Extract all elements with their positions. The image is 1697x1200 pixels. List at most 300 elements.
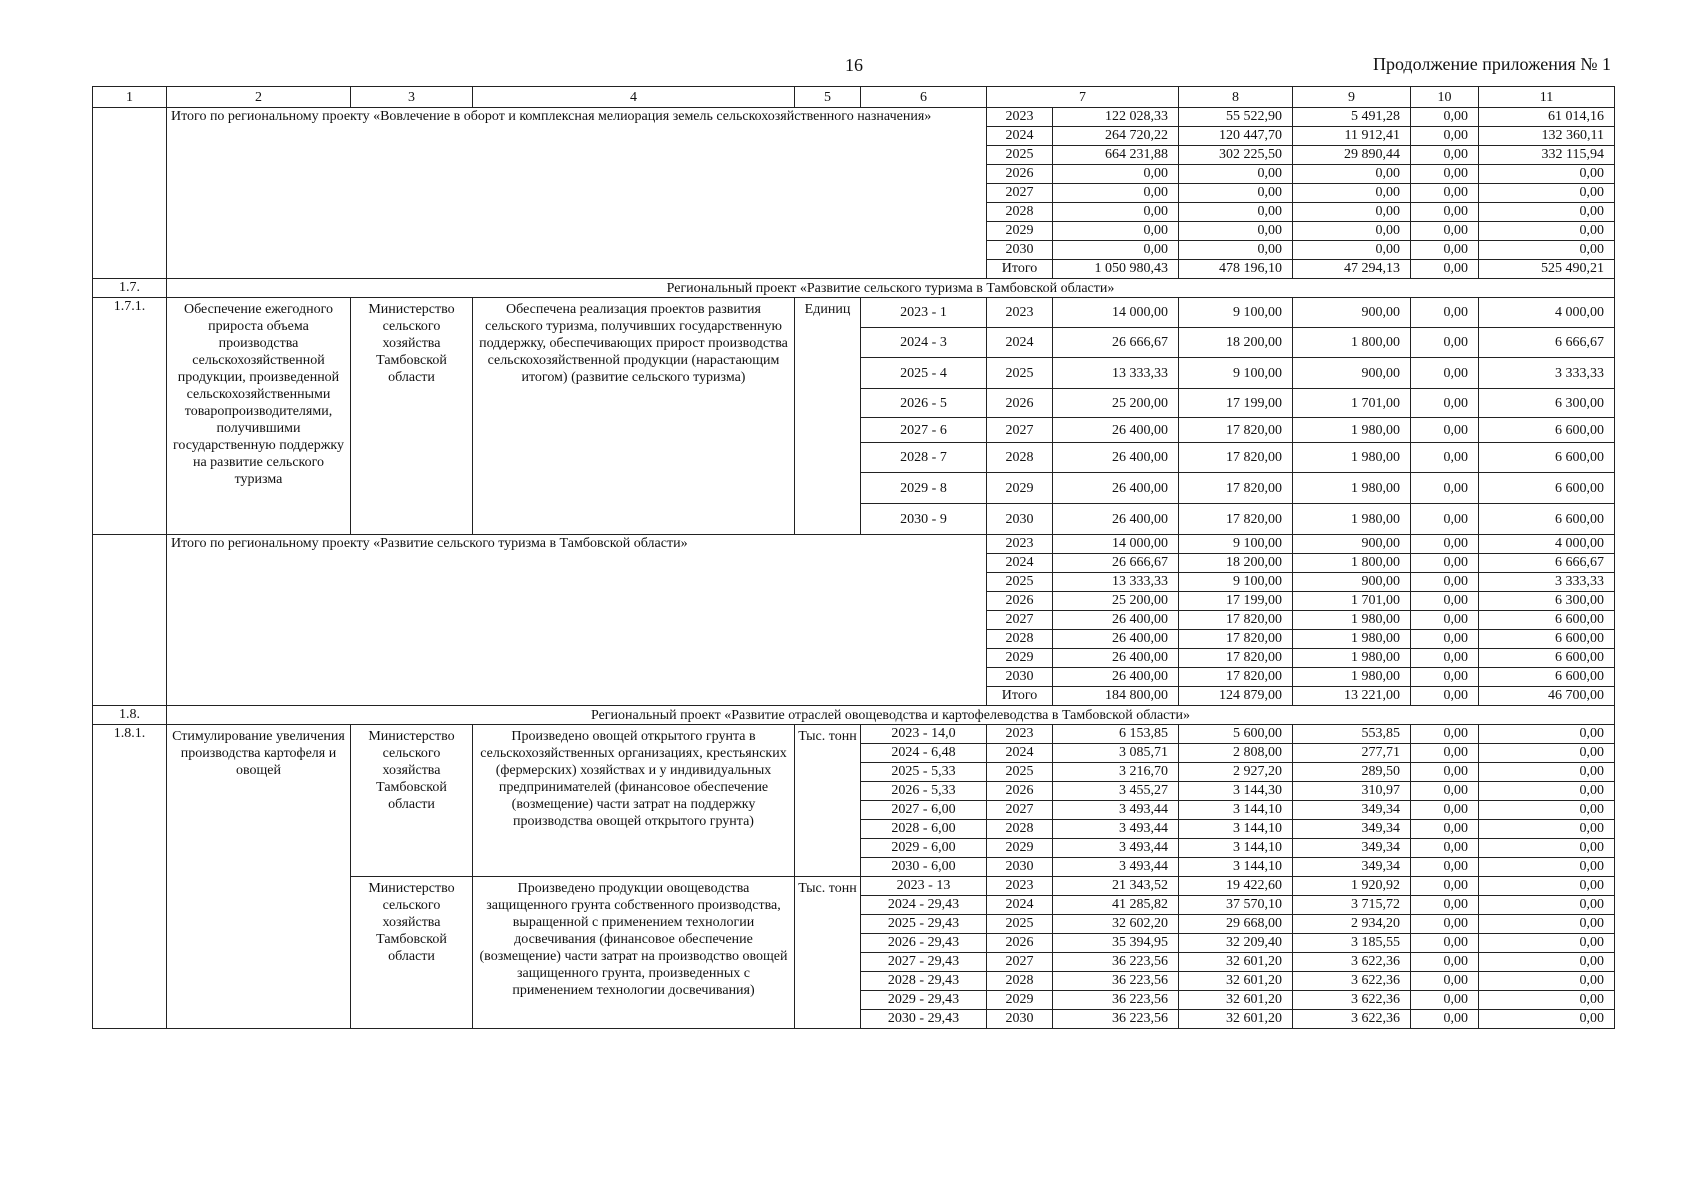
local-cell: 0,00 — [1411, 203, 1479, 222]
column-header: 2 — [167, 87, 351, 108]
other-cell: 525 490,21 — [1479, 260, 1615, 279]
regional-cell: 11 912,41 — [1293, 127, 1411, 146]
other-cell: 132 360,11 — [1479, 127, 1615, 146]
local-cell: 0,00 — [1411, 801, 1479, 820]
local-cell: 0,00 — [1411, 443, 1479, 473]
other-cell: 6 600,00 — [1479, 473, 1615, 504]
regional-cell: 900,00 — [1293, 573, 1411, 592]
federal-cell: 3 144,10 — [1179, 820, 1293, 839]
indicator-cell: 2023 - 13 — [861, 877, 987, 896]
column-header: 11 — [1479, 87, 1615, 108]
regional-cell: 0,00 — [1293, 184, 1411, 203]
year-cell: 2028 — [987, 203, 1053, 222]
column-header: 10 — [1411, 87, 1479, 108]
total-cell: 36 223,56 — [1053, 953, 1179, 972]
year-cell: 2027 — [987, 801, 1053, 820]
total-cell: 32 602,20 — [1053, 915, 1179, 934]
total-cell: 26 400,00 — [1053, 668, 1179, 687]
regional-cell: 0,00 — [1293, 165, 1411, 184]
total-cell: 0,00 — [1053, 203, 1179, 222]
other-cell: 6 600,00 — [1479, 668, 1615, 687]
year-cell: Итого — [987, 260, 1053, 279]
regional-cell: 900,00 — [1293, 535, 1411, 554]
year-cell: 2023 — [987, 877, 1053, 896]
total-cell: 26 666,67 — [1053, 554, 1179, 573]
year-cell: 2029 — [987, 839, 1053, 858]
total-cell: 21 343,52 — [1053, 877, 1179, 896]
regional-cell: 349,34 — [1293, 801, 1411, 820]
indicator-cell: 2026 - 5 — [861, 389, 987, 418]
other-cell: 0,00 — [1479, 241, 1615, 260]
total-cell: 14 000,00 — [1053, 298, 1179, 328]
column-header: 7 — [987, 87, 1179, 108]
year-cell: 2025 — [987, 573, 1053, 592]
indicator-cell: 2027 - 6,00 — [861, 801, 987, 820]
year-cell: 2023 — [987, 108, 1053, 127]
year-cell: 2024 — [987, 127, 1053, 146]
year-cell: 2030 — [987, 504, 1053, 535]
total-cell: 13 333,33 — [1053, 573, 1179, 592]
indicator-cell: 2024 - 29,43 — [861, 896, 987, 915]
other-cell: 0,00 — [1479, 896, 1615, 915]
indicator-cell: 2025 - 5,33 — [861, 763, 987, 782]
other-cell: 0,00 — [1479, 934, 1615, 953]
indicator-cell: 2028 - 29,43 — [861, 972, 987, 991]
local-cell: 0,00 — [1411, 896, 1479, 915]
indicator-cell: 2025 - 29,43 — [861, 915, 987, 934]
local-cell: 0,00 — [1411, 744, 1479, 763]
indicator-cell: 2026 - 5,33 — [861, 782, 987, 801]
table-row — [93, 298, 1615, 328]
unit-cell: Единиц — [795, 298, 861, 535]
federal-cell: 120 447,70 — [1179, 127, 1293, 146]
federal-cell: 32 209,40 — [1179, 934, 1293, 953]
total-cell: 26 400,00 — [1053, 418, 1179, 443]
federal-cell: 17 820,00 — [1179, 668, 1293, 687]
total-cell: 122 028,33 — [1053, 108, 1179, 127]
local-cell: 0,00 — [1411, 630, 1479, 649]
regional-cell: 1 980,00 — [1293, 630, 1411, 649]
federal-cell: 32 601,20 — [1179, 1010, 1293, 1029]
local-cell: 0,00 — [1411, 991, 1479, 1010]
federal-cell: 19 422,60 — [1179, 877, 1293, 896]
local-cell: 0,00 — [1411, 649, 1479, 668]
year-cell: 2027 — [987, 611, 1053, 630]
column-header: 6 — [861, 87, 987, 108]
regional-cell: 2 934,20 — [1293, 915, 1411, 934]
federal-cell: 17 820,00 — [1179, 649, 1293, 668]
other-cell: 6 666,67 — [1479, 554, 1615, 573]
regional-cell: 1 980,00 — [1293, 611, 1411, 630]
local-cell: 0,00 — [1411, 389, 1479, 418]
year-cell: 2023 — [987, 298, 1053, 328]
federal-cell: 9 100,00 — [1179, 298, 1293, 328]
result-description: Произведено продукции овощеводства защищенного грунта собственного производства, выращенной с применением технологии досвечивания (финансовое обеспечение (возмещение) части затрат на производство овощей защищенного грунта, произведенных с применением технологии досвечивания) — [473, 877, 795, 1029]
other-cell: 6 600,00 — [1479, 418, 1615, 443]
regional-cell: 349,34 — [1293, 839, 1411, 858]
total-cell: 26 400,00 — [1053, 443, 1179, 473]
federal-cell: 3 144,30 — [1179, 782, 1293, 801]
federal-cell: 17 820,00 — [1179, 443, 1293, 473]
total-cell: 0,00 — [1053, 184, 1179, 203]
regional-cell: 1 800,00 — [1293, 328, 1411, 358]
year-cell: 2029 — [987, 991, 1053, 1010]
indicator-cell: 2025 - 4 — [861, 358, 987, 389]
local-cell: 0,00 — [1411, 820, 1479, 839]
local-cell: 0,00 — [1411, 328, 1479, 358]
year-cell: 2027 — [987, 184, 1053, 203]
column-header: 4 — [473, 87, 795, 108]
other-cell: 0,00 — [1479, 744, 1615, 763]
federal-cell: 3 144,10 — [1179, 858, 1293, 877]
total-cell: 0,00 — [1053, 165, 1179, 184]
regional-cell: 1 980,00 — [1293, 668, 1411, 687]
federal-cell: 32 601,20 — [1179, 991, 1293, 1010]
federal-cell: 3 144,10 — [1179, 801, 1293, 820]
table-row — [93, 535, 1615, 554]
other-cell: 6 300,00 — [1479, 592, 1615, 611]
federal-cell: 37 570,10 — [1179, 896, 1293, 915]
federal-cell: 124 879,00 — [1179, 687, 1293, 706]
year-cell: 2030 — [987, 241, 1053, 260]
year-cell: 2026 — [987, 165, 1053, 184]
local-cell: 0,00 — [1411, 687, 1479, 706]
local-cell: 0,00 — [1411, 573, 1479, 592]
regional-cell: 553,85 — [1293, 725, 1411, 744]
regional-cell: 1 920,92 — [1293, 877, 1411, 896]
regional-cell: 3 185,55 — [1293, 934, 1411, 953]
other-cell: 0,00 — [1479, 991, 1615, 1010]
other-cell: 0,00 — [1479, 1010, 1615, 1029]
other-cell: 6 600,00 — [1479, 630, 1615, 649]
other-cell: 46 700,00 — [1479, 687, 1615, 706]
unit-cell: Тыс. тонн — [795, 877, 861, 1029]
table-row — [93, 706, 1615, 725]
result-description: Обеспечена реализация проектов развития сельского туризма, получивших государственную поддержку, обеспечивающих прирост производства сельскохозяйственной продукции (нарастающим итогом) (развитие сельского туризма) — [473, 298, 795, 535]
regional-cell: 0,00 — [1293, 203, 1411, 222]
regional-cell: 3 715,72 — [1293, 896, 1411, 915]
regional-cell: 3 622,36 — [1293, 953, 1411, 972]
total-cell: 3 085,71 — [1053, 744, 1179, 763]
other-cell: 0,00 — [1479, 839, 1615, 858]
regional-cell: 1 980,00 — [1293, 443, 1411, 473]
total-cell: 26 400,00 — [1053, 630, 1179, 649]
regional-cell: 5 491,28 — [1293, 108, 1411, 127]
total-cell: 3 455,27 — [1053, 782, 1179, 801]
local-cell: 0,00 — [1411, 953, 1479, 972]
indicator-cell: 2029 - 29,43 — [861, 991, 987, 1010]
year-cell: 2028 — [987, 820, 1053, 839]
local-cell: 0,00 — [1411, 972, 1479, 991]
federal-cell: 18 200,00 — [1179, 328, 1293, 358]
executor: Министерство сельского хозяйства Тамбовской области — [351, 725, 473, 877]
measure-name: Стимулирование увеличения производства картофеля и овощей — [167, 725, 351, 1029]
year-cell: 2027 — [987, 418, 1053, 443]
federal-cell: 0,00 — [1179, 184, 1293, 203]
federal-cell: 17 820,00 — [1179, 611, 1293, 630]
local-cell: 0,00 — [1411, 725, 1479, 744]
total-cell: 26 400,00 — [1053, 649, 1179, 668]
other-cell: 3 333,33 — [1479, 358, 1615, 389]
section-title: Региональный проект «Развитие сельского туризма в Тамбовской области» — [167, 279, 1615, 298]
year-cell: Итого — [987, 687, 1053, 706]
local-cell: 0,00 — [1411, 1010, 1479, 1029]
other-cell: 61 014,16 — [1479, 108, 1615, 127]
federal-cell: 9 100,00 — [1179, 535, 1293, 554]
total-cell: 26 400,00 — [1053, 611, 1179, 630]
year-cell: 2027 — [987, 953, 1053, 972]
result-description: Произведено овощей открытого грунта в сельскохозяйственных организациях, крестьянских (фермерских) хозяйствах и у индивидуальных предпринимателей (финансовое обеспечение (возмещение) части затрат на поддержку производства овощей открытого грунта) — [473, 725, 795, 877]
local-cell: 0,00 — [1411, 782, 1479, 801]
local-cell: 0,00 — [1411, 504, 1479, 535]
indicator-cell: 2027 - 29,43 — [861, 953, 987, 972]
table-row — [93, 279, 1615, 298]
federal-cell: 9 100,00 — [1179, 573, 1293, 592]
total-cell: 36 223,56 — [1053, 991, 1179, 1010]
other-cell: 0,00 — [1479, 763, 1615, 782]
local-cell: 0,00 — [1411, 146, 1479, 165]
year-cell: 2028 — [987, 443, 1053, 473]
total-cell: 1 050 980,43 — [1053, 260, 1179, 279]
federal-cell: 32 601,20 — [1179, 972, 1293, 991]
local-cell: 0,00 — [1411, 418, 1479, 443]
total-cell: 41 285,82 — [1053, 896, 1179, 915]
indicator-cell: 2026 - 29,43 — [861, 934, 987, 953]
other-cell: 6 600,00 — [1479, 443, 1615, 473]
page-number: 16 — [845, 55, 863, 75]
local-cell: 0,00 — [1411, 165, 1479, 184]
empty-cell — [93, 108, 167, 279]
regional-cell: 1 701,00 — [1293, 389, 1411, 418]
year-cell: 2028 — [987, 630, 1053, 649]
indicator-cell: 2028 - 6,00 — [861, 820, 987, 839]
regional-cell: 0,00 — [1293, 241, 1411, 260]
other-cell: 0,00 — [1479, 820, 1615, 839]
continuation-note: Продолжение приложения № 1 — [1372, 54, 1611, 74]
year-cell: 2023 — [987, 535, 1053, 554]
unit-cell: Тыс. тонн — [795, 725, 861, 877]
federal-cell: 17 199,00 — [1179, 389, 1293, 418]
table-row — [93, 725, 1615, 744]
local-cell: 0,00 — [1411, 358, 1479, 389]
total-cell: 36 223,56 — [1053, 1010, 1179, 1029]
indicator-cell: 2024 - 3 — [861, 328, 987, 358]
local-cell: 0,00 — [1411, 915, 1479, 934]
indicator-cell: 2027 - 6 — [861, 418, 987, 443]
year-cell: 2030 — [987, 858, 1053, 877]
regional-cell: 1 980,00 — [1293, 418, 1411, 443]
other-cell: 0,00 — [1479, 203, 1615, 222]
regional-cell: 900,00 — [1293, 298, 1411, 328]
total-cell: 664 231,88 — [1053, 146, 1179, 165]
year-cell: 2024 — [987, 896, 1053, 915]
year-cell: 2024 — [987, 554, 1053, 573]
other-cell: 0,00 — [1479, 877, 1615, 896]
other-cell: 0,00 — [1479, 801, 1615, 820]
other-cell: 0,00 — [1479, 972, 1615, 991]
federal-cell: 0,00 — [1179, 203, 1293, 222]
federal-cell: 29 668,00 — [1179, 915, 1293, 934]
budget-table — [92, 86, 1615, 1029]
local-cell: 0,00 — [1411, 877, 1479, 896]
measure-name: Обеспечение ежегодного прироста объема производства сельскохозяйственной продукции, произведенной сельскохозяйственными товаропроизводителями, получившими государственную поддержку на развитие сельского туризма — [167, 298, 351, 535]
total-cell: 6 153,85 — [1053, 725, 1179, 744]
local-cell: 0,00 — [1411, 934, 1479, 953]
total-cell: 0,00 — [1053, 222, 1179, 241]
total-cell: 3 493,44 — [1053, 839, 1179, 858]
other-cell: 3 333,33 — [1479, 573, 1615, 592]
local-cell: 0,00 — [1411, 473, 1479, 504]
column-header: 1 — [93, 87, 167, 108]
year-cell: 2025 — [987, 146, 1053, 165]
federal-cell: 3 144,10 — [1179, 839, 1293, 858]
indicator-cell: 2030 - 29,43 — [861, 1010, 987, 1029]
regional-cell: 1 701,00 — [1293, 592, 1411, 611]
year-cell: 2024 — [987, 744, 1053, 763]
regional-cell: 310,97 — [1293, 782, 1411, 801]
regional-cell: 47 294,13 — [1293, 260, 1411, 279]
federal-cell: 9 100,00 — [1179, 358, 1293, 389]
total-cell: 13 333,33 — [1053, 358, 1179, 389]
other-cell: 6 600,00 — [1479, 611, 1615, 630]
year-cell: 2030 — [987, 1010, 1053, 1029]
other-cell: 332 115,94 — [1479, 146, 1615, 165]
regional-cell: 349,34 — [1293, 858, 1411, 877]
federal-cell: 32 601,20 — [1179, 953, 1293, 972]
federal-cell: 55 522,90 — [1179, 108, 1293, 127]
executor: Министерство сельского хозяйства Тамбовской области — [351, 877, 473, 1029]
total-cell: 184 800,00 — [1053, 687, 1179, 706]
other-cell: 0,00 — [1479, 184, 1615, 203]
year-cell: 2029 — [987, 473, 1053, 504]
regional-cell: 0,00 — [1293, 222, 1411, 241]
item-number: 1.7.1. — [93, 298, 167, 535]
regional-cell: 349,34 — [1293, 820, 1411, 839]
federal-cell: 17 820,00 — [1179, 630, 1293, 649]
other-cell: 0,00 — [1479, 222, 1615, 241]
total-cell: 36 223,56 — [1053, 972, 1179, 991]
federal-cell: 17 820,00 — [1179, 504, 1293, 535]
total-title: Итого по региональному проекту «Вовлечение в оборот и комплексная мелиорация земель сельскохозяйственного назначения» — [167, 108, 987, 279]
column-header: 3 — [351, 87, 473, 108]
regional-cell: 29 890,44 — [1293, 146, 1411, 165]
total-cell: 264 720,22 — [1053, 127, 1179, 146]
year-cell: 2026 — [987, 592, 1053, 611]
year-cell: 2028 — [987, 972, 1053, 991]
year-cell: 2025 — [987, 915, 1053, 934]
total-cell: 25 200,00 — [1053, 592, 1179, 611]
local-cell: 0,00 — [1411, 127, 1479, 146]
table-row — [93, 108, 1615, 127]
indicator-cell: 2029 - 8 — [861, 473, 987, 504]
regional-cell: 900,00 — [1293, 358, 1411, 389]
indicator-cell: 2023 - 14,0 — [861, 725, 987, 744]
other-cell: 0,00 — [1479, 858, 1615, 877]
total-cell: 0,00 — [1053, 241, 1179, 260]
year-cell: 2024 — [987, 328, 1053, 358]
year-cell: 2030 — [987, 668, 1053, 687]
total-cell: 35 394,95 — [1053, 934, 1179, 953]
federal-cell: 17 199,00 — [1179, 592, 1293, 611]
total-cell: 3 493,44 — [1053, 801, 1179, 820]
total-cell: 14 000,00 — [1053, 535, 1179, 554]
other-cell: 6 300,00 — [1479, 389, 1615, 418]
local-cell: 0,00 — [1411, 554, 1479, 573]
year-cell: 2025 — [987, 763, 1053, 782]
executor: Министерство сельского хозяйства Тамбовской области — [351, 298, 473, 535]
indicator-cell: 2029 - 6,00 — [861, 839, 987, 858]
local-cell: 0,00 — [1411, 184, 1479, 203]
regional-cell: 289,50 — [1293, 763, 1411, 782]
column-header: 5 — [795, 87, 861, 108]
year-cell: 2026 — [987, 782, 1053, 801]
local-cell: 0,00 — [1411, 858, 1479, 877]
regional-cell: 1 800,00 — [1293, 554, 1411, 573]
other-cell: 0,00 — [1479, 725, 1615, 744]
other-cell: 6 600,00 — [1479, 504, 1615, 535]
indicator-cell: 2030 - 6,00 — [861, 858, 987, 877]
other-cell: 6 666,67 — [1479, 328, 1615, 358]
section-number: 1.7. — [93, 279, 167, 298]
other-cell: 6 600,00 — [1479, 649, 1615, 668]
indicator-cell: 2028 - 7 — [861, 443, 987, 473]
column-header: 8 — [1179, 87, 1293, 108]
total-cell: 26 666,67 — [1053, 328, 1179, 358]
local-cell: 0,00 — [1411, 839, 1479, 858]
local-cell: 0,00 — [1411, 222, 1479, 241]
local-cell: 0,00 — [1411, 763, 1479, 782]
local-cell: 0,00 — [1411, 241, 1479, 260]
year-cell: 2029 — [987, 222, 1053, 241]
section-number: 1.8. — [93, 706, 167, 725]
other-cell: 0,00 — [1479, 165, 1615, 184]
federal-cell: 2 808,00 — [1179, 744, 1293, 763]
regional-cell: 1 980,00 — [1293, 473, 1411, 504]
total-cell: 26 400,00 — [1053, 473, 1179, 504]
other-cell: 4 000,00 — [1479, 535, 1615, 554]
total-cell: 25 200,00 — [1053, 389, 1179, 418]
table-row — [93, 87, 1615, 108]
total-cell: 26 400,00 — [1053, 504, 1179, 535]
federal-cell: 0,00 — [1179, 222, 1293, 241]
item-number: 1.8.1. — [93, 725, 167, 1029]
year-cell: 2026 — [987, 934, 1053, 953]
federal-cell: 5 600,00 — [1179, 725, 1293, 744]
local-cell: 0,00 — [1411, 592, 1479, 611]
total-title: Итого по региональному проекту «Развитие сельского туризма в Тамбовской области» — [167, 535, 987, 706]
federal-cell: 18 200,00 — [1179, 554, 1293, 573]
regional-cell: 277,71 — [1293, 744, 1411, 763]
local-cell: 0,00 — [1411, 535, 1479, 554]
regional-cell: 1 980,00 — [1293, 504, 1411, 535]
local-cell: 0,00 — [1411, 298, 1479, 328]
regional-cell: 3 622,36 — [1293, 1010, 1411, 1029]
federal-cell: 17 820,00 — [1179, 473, 1293, 504]
indicator-cell: 2024 - 6,48 — [861, 744, 987, 763]
total-cell: 3 493,44 — [1053, 820, 1179, 839]
indicator-cell: 2023 - 1 — [861, 298, 987, 328]
other-cell: 4 000,00 — [1479, 298, 1615, 328]
federal-cell: 2 927,20 — [1179, 763, 1293, 782]
local-cell: 0,00 — [1411, 108, 1479, 127]
other-cell: 0,00 — [1479, 953, 1615, 972]
year-cell: 2026 — [987, 389, 1053, 418]
regional-cell: 13 221,00 — [1293, 687, 1411, 706]
other-cell: 0,00 — [1479, 782, 1615, 801]
other-cell: 0,00 — [1479, 915, 1615, 934]
federal-cell: 0,00 — [1179, 241, 1293, 260]
federal-cell: 478 196,10 — [1179, 260, 1293, 279]
